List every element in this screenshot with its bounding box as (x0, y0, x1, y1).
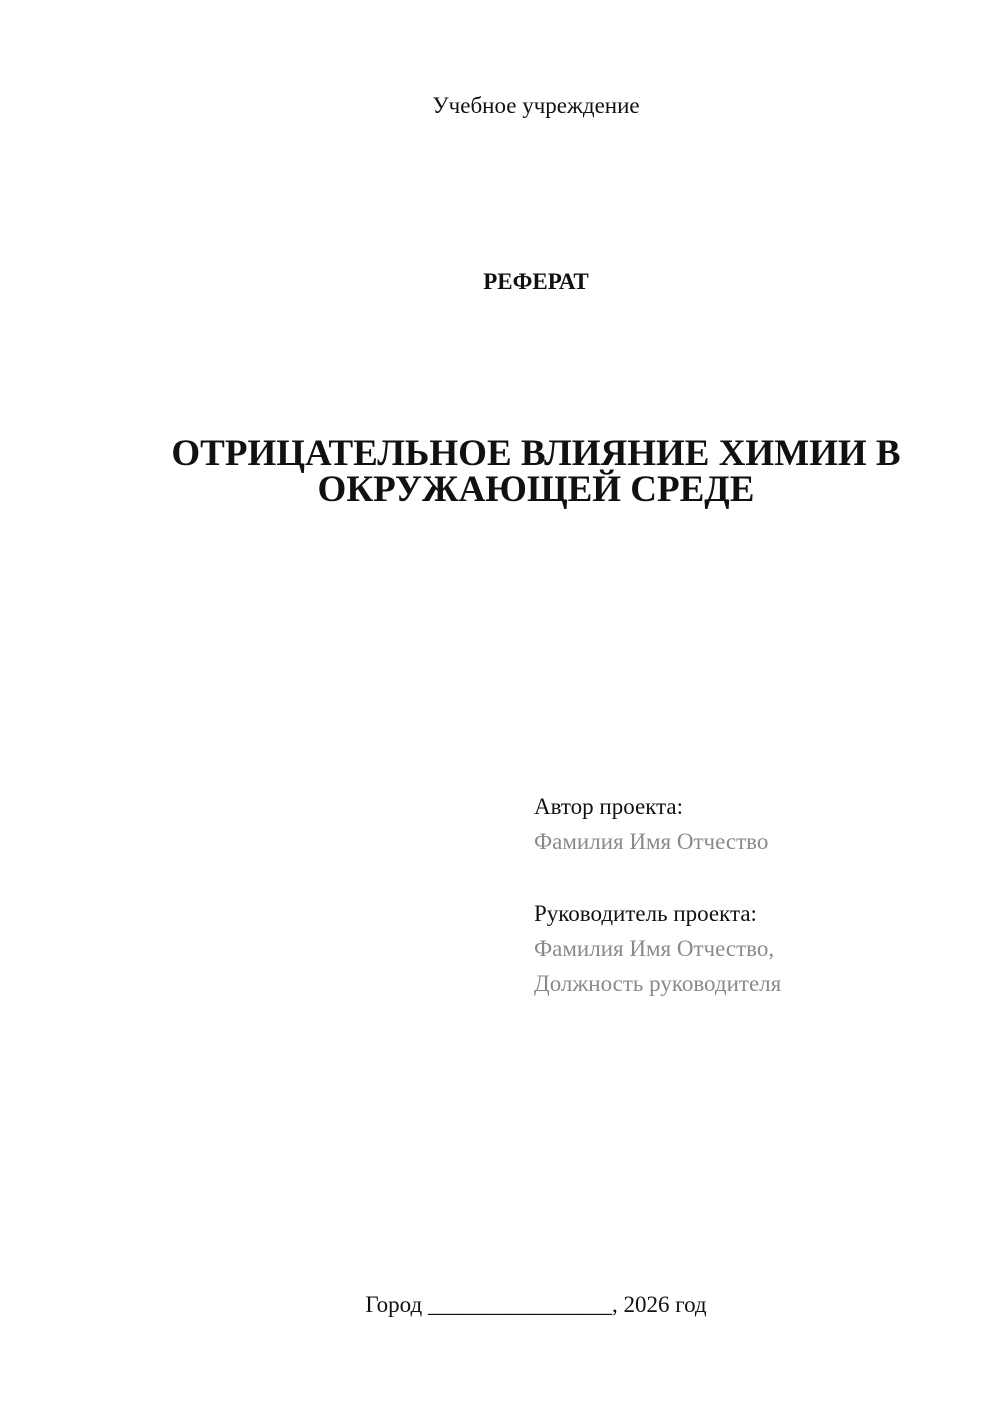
author-label: Автор проекта: (534, 794, 683, 819)
institution-name: Учебное учреждение (432, 93, 640, 118)
document-type: РЕФЕРАТ (483, 269, 589, 294)
author-name: Фамилия Имя Отчество (534, 829, 769, 854)
supervisor-name: Фамилия Имя Отчество, (534, 936, 775, 961)
supervisor-position: Должность руководителя (534, 971, 782, 996)
spacer (534, 859, 974, 896)
city-year-line: Город ________________, 2026 год (365, 1292, 707, 1317)
document-title: ОТРИЦАТЕЛЬНОЕ ВЛИЯНИЕ ХИМИИ В ОКРУЖАЮЩЕЙ СРЕДЕ (171, 433, 901, 510)
authors-block (534, 789, 974, 1001)
supervisor-label: Руководитель проекта: (534, 901, 757, 926)
